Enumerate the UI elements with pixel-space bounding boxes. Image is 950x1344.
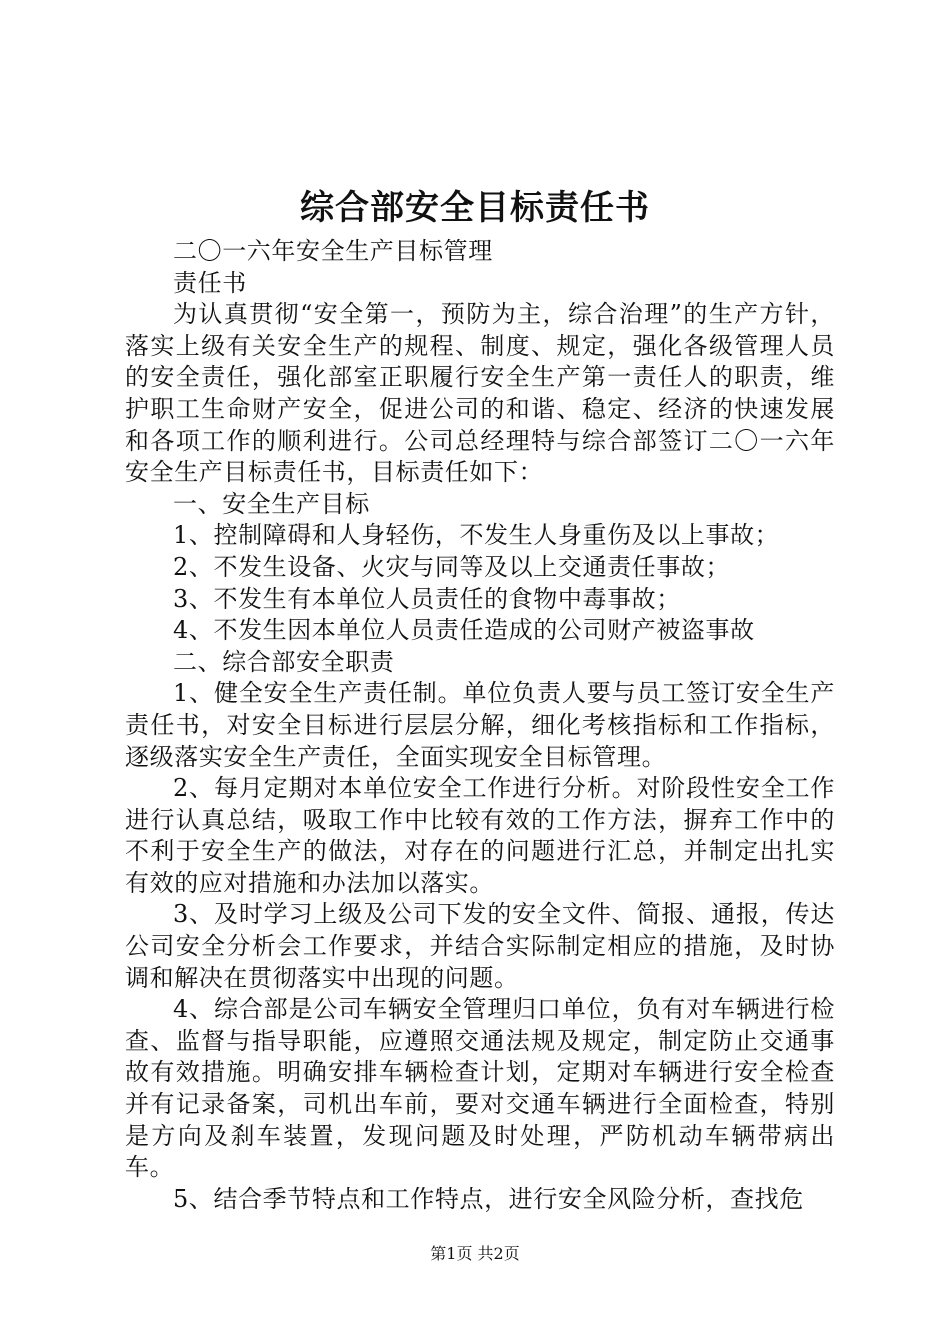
duty-item-1: 1、健全安全生产责任制。单位负责人要与员工签订安全生产责任书，对安全目标进行层层分解，细化考核指标和工作指标，逐级落实安全生产责任，全面实现安全目标管理。 <box>125 679 835 771</box>
duty-item-3: 3、及时学习上级及公司下发的安全文件、简报、通报，传达公司安全分析会工作要求，并结合实际制定相应的措施，及时协调和解决在贯彻落实中出现的问题。 <box>125 900 835 992</box>
duty-item-5: 5、结合季节特点和工作特点，进行安全风险分析，查找危 <box>173 1184 804 1213</box>
paragraph-subtitle-line-2: 责任书 <box>173 268 247 297</box>
section-heading-goals: 一、安全生产目标 <box>173 489 370 518</box>
duty-item-4: 4、综合部是公司车辆安全管理归口单位，负有对车辆进行检查、监督与指导职能，应遵照交通法规及规定，制定防止交通事故有效措施。明确安排车辆检查计划，定期对车辆进行安全检查并有记录备案，司机出车前，要对交通车辆进行全面检查，特别是方向及刹车装置，发现问题及时处理，严防机动车辆带病出车。 <box>125 995 835 1182</box>
goal-item-1: 1、控制障碍和人身轻伤，不发生人身重伤及以上事故； <box>173 521 780 550</box>
goal-item-3: 3、不发生有本单位人员责任的食物中毒事故； <box>173 584 681 613</box>
paragraph-subtitle-line-1: 二〇一六年安全生产目标管理 <box>173 237 493 265</box>
duty-item-2: 2、每月定期对本单位安全工作进行分析。对阶段性安全工作进行认真总结，吸取工作中比较有效的工作方法，摒弃工作中的不利于安全生产的做法，对存在的问题进行汇总，并制定出扎实有效的应对措施和办法加以落实。 <box>125 774 835 897</box>
section-heading-duties: 二、综合部安全职责 <box>173 647 395 676</box>
page-number-footer: 第1页 共2页 <box>430 1244 520 1263</box>
paragraph-intro: 为认真贯彻“安全第一，预防为主，综合治理”的生产方针，落实上级有关安全生产的规程、制度、规定，强化各级管理人员的安全责任，强化部室正职履行安全生产第一责任人的职责，维护职工生命财产安全，促进公司的和谐、稳定、经济的快速发展和各项工作的顺利进行。公司总经理特与综合部签订二〇一六年安全生产目标责任书，目标责任如下： <box>125 300 835 487</box>
goal-item-4: 4、不发生因本单位人员责任造成的公司财产被盗事故 <box>173 616 755 645</box>
document-body <box>125 236 835 1215</box>
document-title: 综合部安全目标责任书 <box>300 188 650 228</box>
goal-item-2: 2、不发生设备、火灾与同等及以上交通责任事故； <box>173 552 731 581</box>
